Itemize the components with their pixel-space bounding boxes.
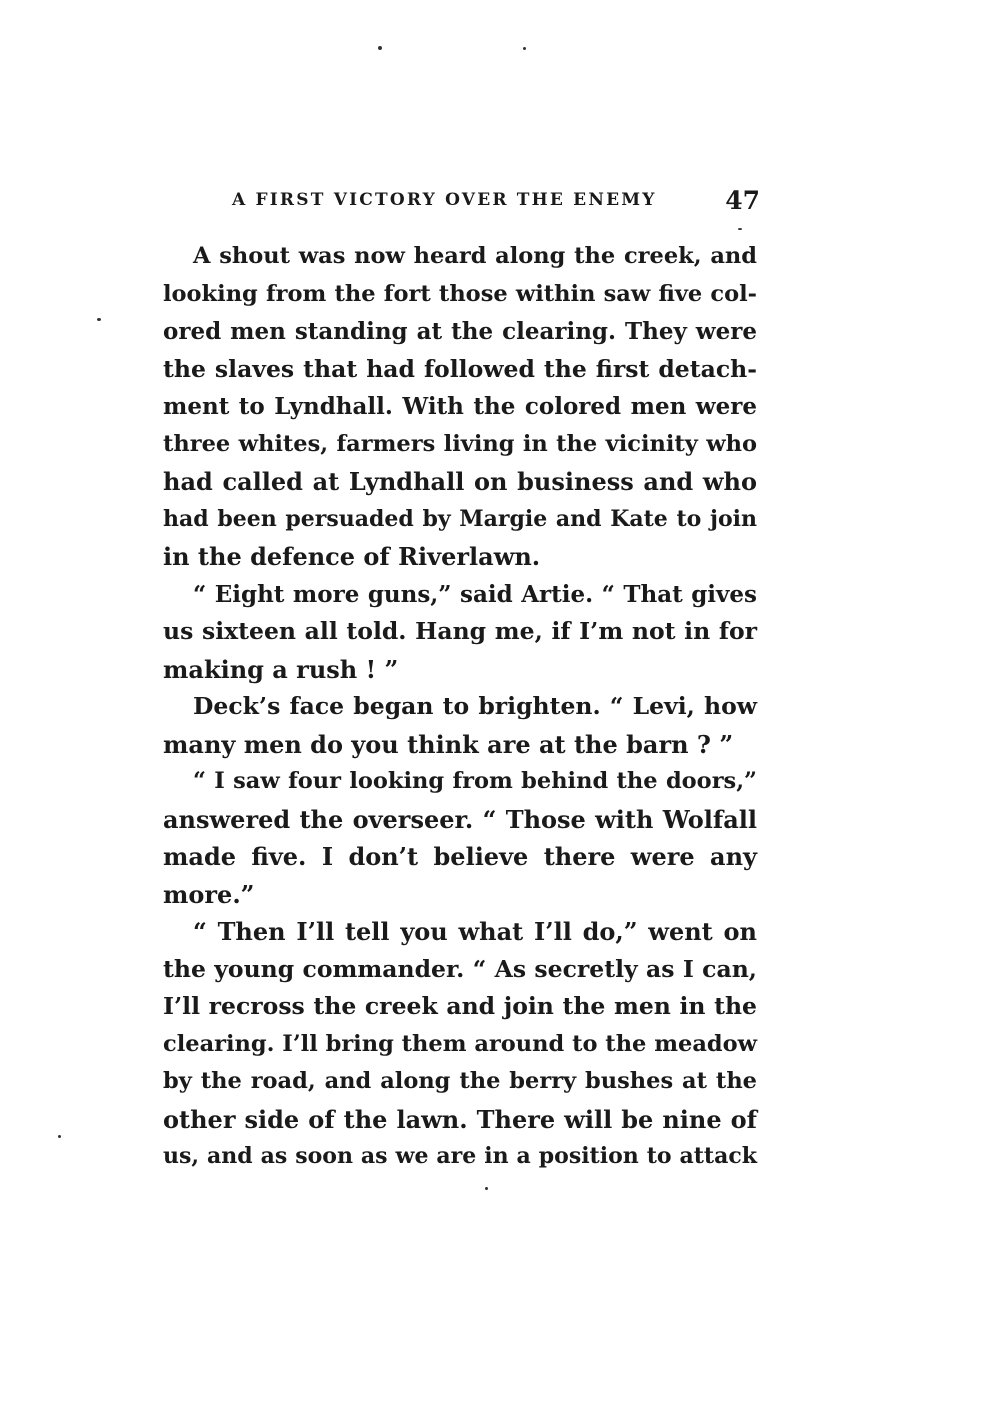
text-line: looking from the fort those within saw five col- [163,280,757,307]
text-line: ored men standing at the clearing. They were [163,318,757,345]
text-line: us sixteen all told. Hang me, if I’m not in for [163,617,757,645]
text-line: other side of the lawn. There will be nine of [163,1104,757,1134]
scan-speck [58,1135,61,1138]
running-head [232,186,760,218]
text-line: made five. I don’t believe there were any [163,842,757,871]
text-line: clearing. I’ll bring them around to the meadow [163,1030,758,1057]
text-line: by the road, and along the berry bushes at the [163,1068,757,1094]
text-line: had called at Lyndhall on business and who [163,467,757,496]
text-line: ment to Lyndhall. With the colored men were [163,393,757,420]
scan-speck [738,228,742,230]
running-title: A FIRST VICTORY OVER THE ENEMY [232,190,657,210]
text-line: “ Eight more guns,” said Artie. “ That gives [193,580,757,608]
text-line: in the defence of Riverlawn. [163,542,541,571]
text-line: the young commander. “ As secretly as I can, [163,954,757,983]
scan-speck [97,318,101,321]
text-line: had been persuaded by Margie and Kate to join [163,505,757,532]
text-line: the slaves that had followed the first detach- [163,354,757,383]
text-line: three whites, farmers living in the vicinity who [163,430,757,457]
text-line: many men do you think are at the barn ? ” [163,729,734,759]
text-line: “ I saw four looking from behind the doors,” [193,768,757,794]
page-number: 47 [725,186,760,215]
scan-speck [378,46,382,50]
text-line: us, and as soon as we are in a position to attack [163,1143,757,1169]
text-line: Deck’s face began to brighten. “ Levi, how [193,692,757,720]
text-line: “ Then I’ll tell you what I’ll do,” went on [193,917,757,946]
scan-speck [485,1187,488,1190]
text-line: answered the overseer. “ Those with Wolfall [163,804,757,834]
text-line: more.” [163,879,255,909]
scan-speck [523,47,526,50]
text-line: A shout was now heard along the creek, and [193,243,757,269]
text-line: I’ll recross the creek and join the men in the [163,992,757,1020]
text-line: making a rush ! ” [163,654,399,684]
body-text [163,238,757,1176]
